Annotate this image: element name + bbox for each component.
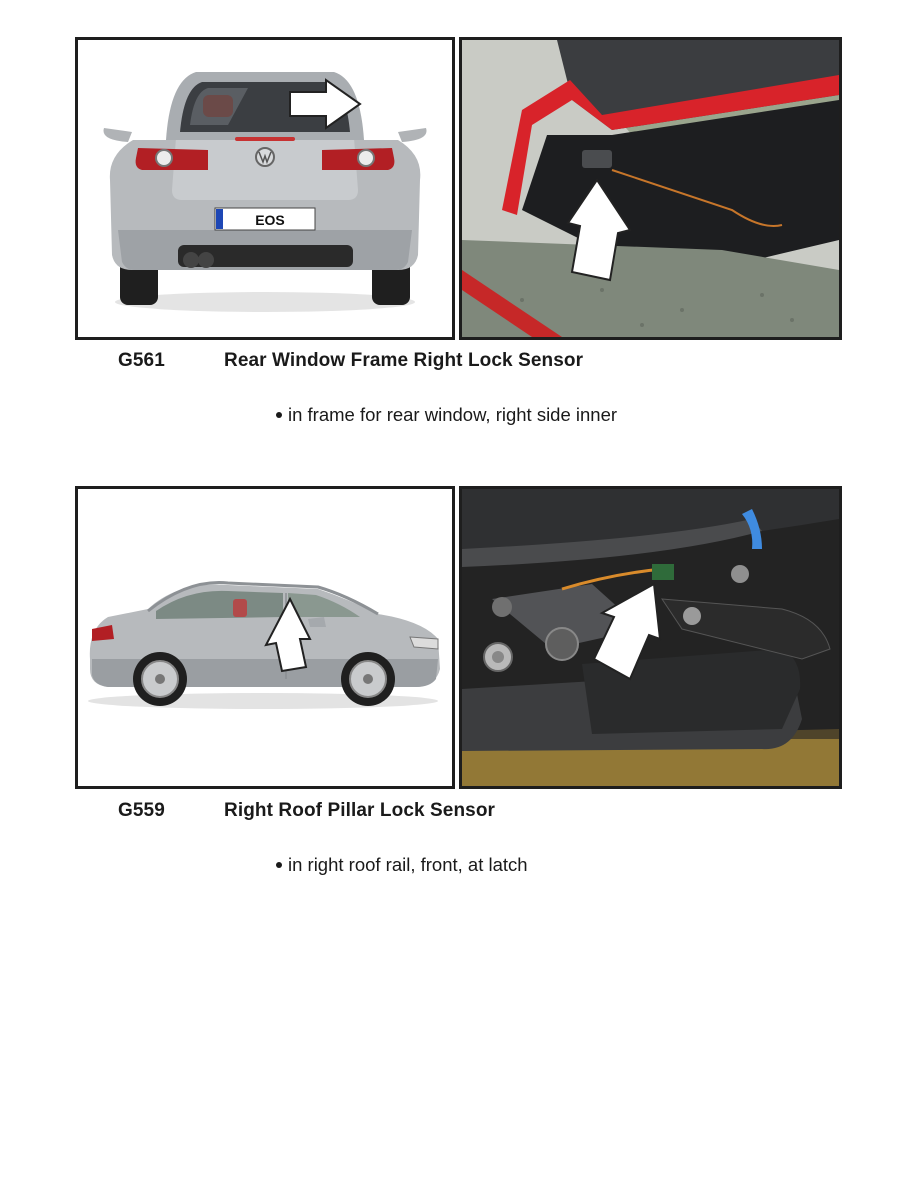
component-code: G559 (118, 800, 165, 821)
side-view-car-figure (75, 486, 455, 789)
section-1-location (276, 404, 617, 426)
rear-window-frame-photo (459, 37, 842, 340)
bullet-icon (276, 862, 282, 868)
component-title: Right Roof Pillar Lock Sensor (224, 800, 496, 821)
location-text: in right roof rail, front, at latch (288, 854, 528, 875)
component-code: G561 (118, 350, 165, 371)
roof-pillar-latch-illustration (462, 489, 839, 786)
car-rear-illustration (78, 40, 452, 337)
section-2-location (276, 854, 528, 876)
car-side-illustration (78, 489, 452, 786)
rear-window-frame-illustration (462, 40, 839, 337)
bullet-icon (276, 412, 282, 418)
rear-view-car-figure (75, 37, 455, 340)
location-text: in frame for rear window, right side inner (288, 404, 618, 425)
license-plate-text: EOS (255, 212, 285, 228)
section-1-caption (0, 350, 918, 374)
component-title: Rear Window Frame Right Lock Sensor (224, 350, 584, 371)
roof-pillar-latch-photo (459, 486, 842, 789)
section-2-caption (0, 800, 918, 824)
